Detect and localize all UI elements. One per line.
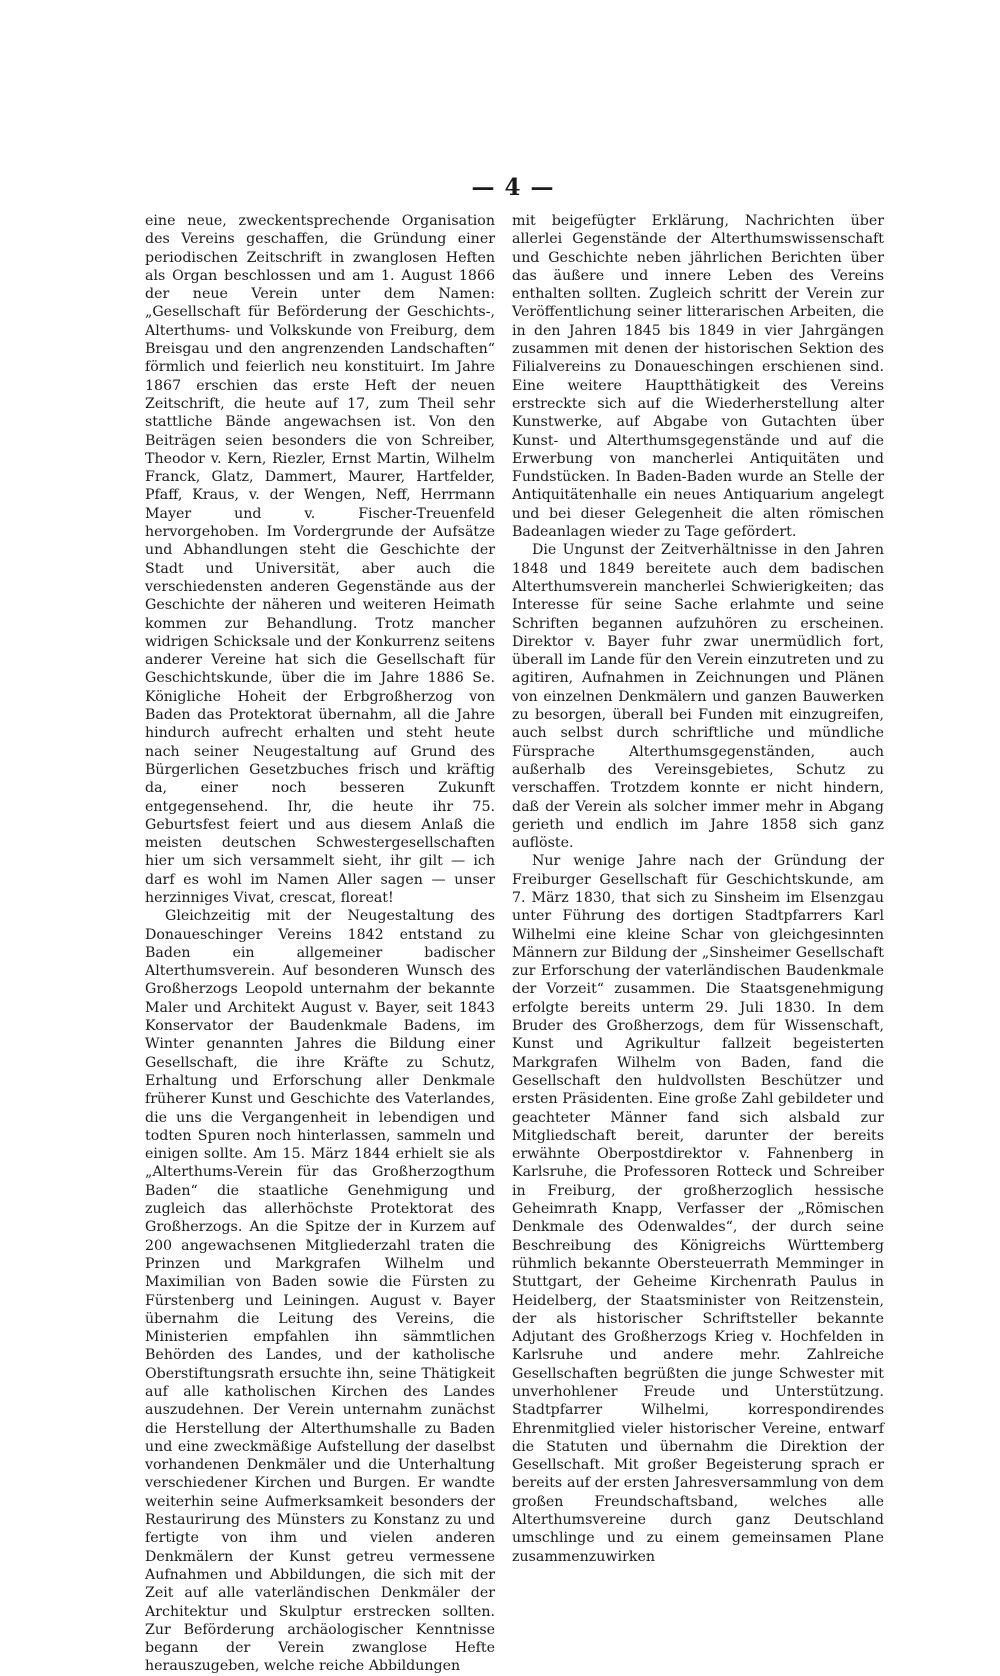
paragraph: Gleichzeitig mit der Neugestaltung des Donaueschinger Vereins 1842 entstand zu Baden ein allgemeiner badischer Alterthumsverein. Auf besonderen Wunsch des Großherzogs Leopold unternahm der bekannte Maler und Architekt August v. Bayer, seit 1843 Konservator der Baudenkmale Badens, im Winter genannten Jahres die Bildung einer Gesellschaft, die ihre Kräfte zu Schutz, Erhaltung und Erforschung aller Denkmale früherer Kunst und Geschichte des Vaterlandes, die uns die Vergangenheit in lebendigen und todten Spuren noch hinterlassen, sammeln und einigen sollte. Am 15. März 1844 erhielt sie als „Alterthums-Verein für das Großherzogthum Baden“ die staatliche Genehmigung und zugleich das allerhöchste Protektorat des Großherzogs. An die Spitze der in Kurzem auf 200 angewachsenen Mitgliederzahl traten die Prinzen und Markgrafen Wilhelm und Maximilian von Baden sowie die Fürsten zu Fürstenberg und Leiningen. August v. Bayer übernahm die Leitung des Vereins, die Ministerien empfahlen ihn sämmtlichen Behörden des Landes, und der katholische Oberstiftungsrath ersuchte ihn, seine Thätigkeit auf alle katholischen Kirchen des Landes auszudehnen. Der Verein unternahm zunächst die Herstellung der Alterthumshalle zu Baden und eine zweckmäßige Aufstellung der daselbst vorhandenen Denkmäler und die Unterhaltung verschiedener Kirchen und Burgen. Er wandte weiterhin seine Aufmerksamkeit besonders der Restaurirung des Münsters zu Konstanz zu und fertigte von ihm und vielen anderen Denkmälern der Kunst getreu vermessene Aufnahmen und Abbildungen, die sich mit der Zeit auf alle vaterländischen Denkmäler der Architektur und Skulptur erstrecken sollten. Zur Beförderung archäologischer Kenntnisse begann der Verein zwanglose Hefte herauszugeben, welche reiche Abbildungen bbox=[145, 908, 495, 1675]
paragraph: eine neue, zweckentsprechende Organisation des Vereins geschaffen, die Gründung einer periodischen Zeitschrift in zwanglosen Heften als Organ beschlossen und am 1. August 1866 der neue Verein unter dem Namen: „Gesellschaft für Beförderung der Geschichts-, Alterthums- und Volkskunde von Freiburg, dem Breisgau und den angrenzenden Landschaften“ förmlich und feierlich neu konstituirt. Im Jahre 1867 erschien das erste Heft der neuen Zeitschrift, die heute auf 17, zum Theil sehr stattliche Bände angewachsen ist. Von den Beiträgen seien besonders die von Schreiber, Theodor v. Kern, Riezler, Ernst Martin, Wilhelm Franck, Glatz, Dammert, Maurer, Hartfelder, Pfaff, Kraus, v. der Wengen, Neff, Herrmann Mayer und v. Fischer-Treuenfeld hervorgehoben. Im Vordergrunde der Aufsätze und Abhandlungen steht die Geschichte der Stadt und Universität, aber auch die verschiedensten anderen Gegenstände aus der Geschichte der näheren und weiteren Heimath kommen zur Behandlung. Trotz mancher widrigen Schicksale und der Konkurrenz seitens anderer Vereine hat sich die Gesellschaft für Geschichtskunde, über die im Jahre 1886 Se. Königliche Hoheit der Erbgroßherzog von Baden das Protektorat übernahm, all die Jahre hindurch aufrecht erhalten und steht heute nach seiner Neugestaltung auf Grund des Bürgerlichen Gesetzbuches frisch und kräftig da, einer noch besseren Zukunft entgegensehend. Ihr, die heute ihr 75. Geburtsfest feiert und aus diesem Anlaß die meisten deutschen Schwestergesellschaften hier um sich versammelt sieht, ihr gilt — ich darf es wohl im Namen Aller sagen — unser herzinniges Vivat, crescat, floreat! bbox=[145, 213, 495, 906]
paragraph: Die Ungunst der Zeitverhältnisse in den Jahren 1848 und 1849 bereitete auch dem badischen Alterthumsverein mancherlei Schwierigkeiten; das Interesse für seine Sache erlahmte und seine Schriften begannen aufzuhören zu erscheinen. Direktor v. Bayer fuhr zwar unermüdlich fort, überall im Lande für den Verein einzutreten und zu agitiren, Aufnahmen in Zeichnungen und Plänen von einzelnen Denkmälern und ganzen Bauwerken zu besorgen, überall bei Funden mit einzugreifen, auch selbst durch schriftliche und mündliche Fürsprache Alterthumsgegenständen, auch außerhalb des Vereinsgebietes, Schutz zu verschaffen. Trotzdem konnte er nicht hindern, daß der Verein als solcher immer mehr in Abgang gerieth und endlich im Jahre 1858 sich ganz auflöste. bbox=[512, 542, 884, 852]
page-number: — 4 — bbox=[471, 174, 555, 201]
right-text-column bbox=[512, 212, 884, 1566]
left-text-column bbox=[145, 212, 495, 1676]
paragraph: Nur wenige Jahre nach der Gründung der Freiburger Gesellschaft für Geschichtskunde, am 7. März 1830, that sich zu Sinsheim im Elsenzgau unter Führung des dortigen Stadtpfarrers Karl Wilhelmi eine kleine Schar von gleichgesinnten Männern zur Bildung der „Sinsheimer Gesellschaft zur Erforschung der vaterländischen Baudenkmale der Vorzeit“ zusammen. Die Staatsgenehmigung erfolgte bereits unterm 29. Juli 1830. In dem Bruder des Großherzogs, dem für Wissenschaft, Kunst und Agrikultur fallzeit begeisterten Markgrafen Wilhelm von Baden, fand die Gesellschaft den huldvollsten Beschützer und ersten Präsidenten. Eine große Zahl gebildeter und geachteter Männer fand sich alsbald zur Mitgliedschaft bereit, darunter der bereits erwähnte Oberpostdirektor v. Fahnenberg in Karlsruhe, die Professoren Rotteck und Schreiber in Freiburg, der großherzoglich hessische Geheimrath Knapp, Verfasser der „Römischen Denkmale des Odenwaldes“, der durch seine Beschreibung des Königreichs Württemberg rühmlich bekannte Obersteuerrath Memminger in Stuttgart, der Geheime Kirchenrath Paulus in Heidelberg, der Staatsminister von Reitzenstein, der als historischer Schriftsteller bekannte Adjutant des Großherzogs Krieg v. Hochfelden in Karlsruhe und andere mehr. Zahlreiche Gesellschaften begrüßten die junge Schwester mit unverhohlener Freude und Unterstützung. Stadtpfarrer Wilhelmi, korrespondirendes Ehrenmitglied vieler historischer Vereine, entwarf die Statuten und übernahm die Direktion der Gesellschaft. Mit großer Begeisterung sprach er bereits auf der ersten Jahresversammlung von dem großen Freundschaftsband, welches alle Alterthumsvereine durch ganz Deutschland umschlinge und zu einem gemeinsamen Plane zusammenzuwirken bbox=[512, 853, 884, 1565]
paragraph: mit beigefügter Erklärung, Nachrichten über allerlei Gegenstände der Alterthumswissenschaft und Geschichte neben jährlichen Berichten über das äußere und innere Leben des Vereins enthalten sollten. Zugleich schritt der Verein zur Veröffentlichung seiner litterarischen Arbeiten, die in den Jahren 1845 bis 1849 in vier Jahrgängen zusammen mit denen der historischen Sektion des Filialvereins zu Donaueschingen erschienen sind. Eine weitere Hauptthätigkeit des Vereins erstreckte sich auf die Wiederherstellung alter Kunstwerke, auf Abgabe von Gutachten über Kunst- und Alterthumsgegenstände und auf die Erwerbung von mancherlei Antiquitäten und Fundstücken. In Baden-Baden wurde an Stelle der Antiquitätenhalle ein neues Antiquarium angelegt und bei dieser Gelegenheit die alten römischen Badeanlagen wieder zu Tage gefördert. bbox=[512, 213, 884, 541]
